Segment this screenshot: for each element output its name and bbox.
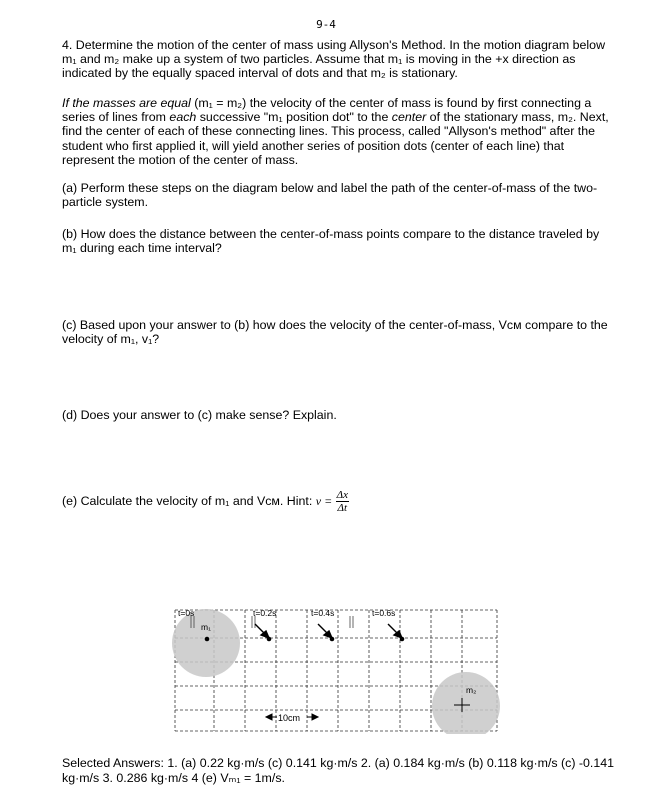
m1-dot-2 <box>330 637 335 642</box>
selected-answers: Selected Answers: 1. (a) 0.22 kg·m/s (c) 0.141 kg·m/s 2. (a) 0.184 kg·m/s (b) 0.118 kg·m/s (c) -0.141 kg·m/s 3. 0.286 kg·m/s 4 (e) Vₘ₁ = 1m/s. <box>62 756 615 785</box>
part-e-text: (e) Calculate the velocity of m₁ and Vᴄᴍ. Hint: <box>62 493 313 508</box>
m1-label: m₁ <box>201 622 211 632</box>
part-c: (c) Based upon your answer to (b) how does the velocity of the center-of-mass, Vᴄᴍ compare to the velocity of m₁, v₁? <box>62 318 608 347</box>
method-end: of the stationary mass, m₂. Next, find the center of each of these connecting lines. This process, called "Allyson's method" after the student who first applied it, will yield another series of position dots (center of each line) that represent the motion of the center of mass. <box>62 110 609 167</box>
time-label-1: t=0.2s <box>253 608 277 618</box>
scale-label: 10cm <box>278 713 301 723</box>
hint-velocity: v = <box>315 493 333 508</box>
center-italic: center <box>391 110 427 125</box>
m1-dot-3 <box>400 637 405 642</box>
question-intro: 4. Determine the motion of the center of mass using Allyson's Method. In the motion diagram below m₁ and m₂ make up a system of two particles. Assume that m₁ is moving in the +x direction as indicated by the equally spaced interval of dots and that m₂ is stationary. <box>62 38 606 81</box>
motion-diagram <box>170 602 502 734</box>
hint-denominator: Δt <box>337 502 348 514</box>
m1-shaded-circle <box>172 609 240 677</box>
condition-italic: If the masses are equal <box>62 96 191 110</box>
hint-numerator: Δx <box>336 489 348 501</box>
part-e <box>62 489 617 514</box>
time-label-3: t=0.6s <box>372 608 396 618</box>
m2-shaded-circle <box>432 672 500 734</box>
m2-label: m₂ <box>466 685 477 695</box>
time-label-2: t=0.4s <box>311 608 335 618</box>
method-middle: successive "m₁ position dot" to the <box>196 110 392 125</box>
each-italic: each <box>169 110 197 125</box>
page-number: 9-4 <box>316 18 336 31</box>
condition-rest: (m₁ = m₂) the velocity of the center of mass is found by first connecting a series of lines from <box>62 96 592 125</box>
part-d: (d) Does your answer to (c) make sense? Explain. <box>62 408 337 422</box>
time-label-0: t=0s <box>178 608 195 618</box>
hint-fraction <box>336 489 349 514</box>
m1-dot-1 <box>267 637 272 642</box>
m1-dot-0 <box>205 637 210 642</box>
part-a: (a) Perform these steps on the diagram below and label the path of the center-of-mass of the two-particle system. <box>62 181 598 210</box>
question-method-paragraph <box>62 96 617 167</box>
part-b: (b) How does the distance between the center-of-mass points compare to the distance traveled by m₁ during each time interval? <box>62 227 600 256</box>
